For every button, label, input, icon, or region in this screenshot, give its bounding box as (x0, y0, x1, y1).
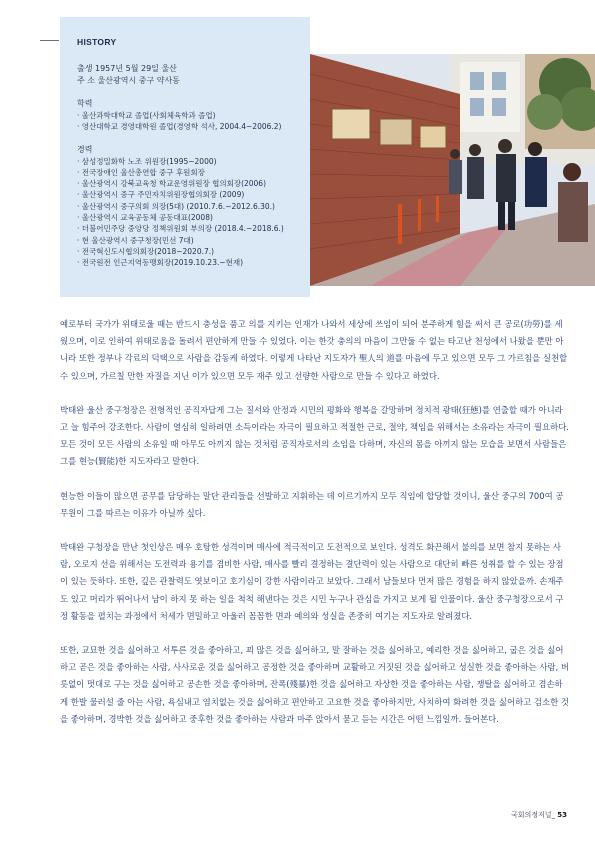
article-body (60, 316, 570, 728)
photo-illustration (310, 54, 595, 286)
career-item: · 울산광역시 강북교육청 학교운영위원장 협의회장(2006) (77, 179, 267, 189)
history-address: 주 소 울산광역시 중구 약사동 (77, 76, 180, 85)
career-item: · 전국혁신도시협의회장(2018~2020.7.) (77, 246, 215, 256)
article-paragraph: 예로부터 국가가 위태로울 때는 반드시 충성을 품고 의를 지키는 인재가 나와서 세상에 쓰임이 되어 분주하게 힘을 써서 큰 공로(功勞)를 세웠으며, 이로 인하여 위태로움을 돌려서 편안하게 만들 수 있었다. 이는 한갓 충의의 마음이 그만둘 수 없는 타고난 천성에서 나왔을 뿐만 아니라 또한 정부나 각료의 덕택으로 사람을 감동케 하였다. 이렇게 나타난 지도자가 聖人의 道를 마음에 두고 있으면 모두 그 가르침을 실천할 수 있으며, 가르칠 만한 자질을 지닌 이가 있으면 모두 재주 있고 선량한 사람으로 만들 수 있다고 하였다. (60, 319, 568, 381)
career-item: · 삼성정밀화학 노조 위원장(1995~2000) (77, 156, 217, 166)
career-item: · 울산광역시 중구 주민자치위원장협의회장 (2009) (77, 190, 245, 200)
history-title: HISTORY (77, 37, 117, 47)
page-number: 53 (557, 811, 567, 819)
career-item: · 현 울산광역시 중구청장(민선 7대) (77, 235, 194, 245)
top-rule (40, 40, 59, 41)
article-paragraph: 현능한 이들이 많으면 공무를 담당하는 말단 관리들을 선발하고 지휘하는 데 이르기까지 모두 직임에 합당할 것이니, 울산 중구의 700여 공무원이 그를 따르는 이유가 아닐까 싶다. (60, 490, 564, 518)
career-item: · 울산광역시 교육공동체 공동대표(2008) (77, 213, 213, 223)
article-paragraph: 또한, 교묘한 것을 싫어하고 서투른 것을 좋아하고, 꾀 많은 것을 싫어하고, 말 잘하는 것을 싫어하고, 예리한 것을 싫어하고, 굽은 것을 싫어하고 곧은 것을 좋아하는 사람, 사사로운 것을 싫어하고 공정한 것을 좋아하며 교활하고 거짓된 것을 싫어하고 성실한 것을 좋아하는 사람, 버릇없이 멋대로 구는 것을 싫어하고 공손한 것을 좋아하며, 잔폭(殘暴)한 것을 싫어하고 자상한 것을 좋아하는 사람, 쟁탈을 싫어하고 겸손하게 한발 물러설 줄 아는 사람, 욕심내고 염치없는 것을 싫어하고 편안하고 고요한 것을 좋아하지만, 사치하여 화려한 것을 싫어하고 검소한 것을 좋아하며, 경박한 것을 싫어하고 중후한 것을 좋아하는 사람과 마주 앉아서 묻고 듣는 시간은 어떤 느낌일까. 들어본다. (60, 645, 569, 724)
article-paragraph: 박태완 구청장을 만난 첫인상은 매우 호탕한 성격이며 매사에 적극적이고 도전적으로 보인다. 성격도 화끈해서 불의를 보면 참지 못하는 사람, 오로지 선을 위해서는 도전력과 용기를 겸비한 사람, 매사를 빨리 결정하는 결단력이 있는 사람으로 대단히 빠른 성취를 할 수 있는 장점이 있는 듯하다. 또한, 깊은 관찰력도 엿보이고 호기심이 강한 사람이라고 보았다. 그래서 남들보다 먼저 많은 경험을 하지 않았을까. 손재주도 있고 머리가 뛰어나서 남이 하지 못 하는 일을 척척 해낸다는 것은 시민 누구나 관심을 가지고 보게 될 인물이다. 울산 중구청장으로서 구정 활동을 펼치는 과정에서 처세가 면밀하고 아울러 꼼꼼한 면과 예의와 성실을 존중히 여기는 지도자로 알려졌다. (60, 542, 564, 621)
career-item: · 전국원전 인근지역동맹회장(2019.10.23.~현재) (77, 258, 244, 268)
career-item: · 전국장애인 울산총연합 중구 후원회장 (77, 167, 205, 177)
page-footer (511, 810, 567, 820)
street-inspection-photo (310, 54, 595, 286)
education-heading: 학력 (77, 99, 93, 108)
magazine-name: 국회의정저널_ (510, 811, 556, 819)
career-heading: 경력 (77, 144, 93, 154)
education-item: · 울산과학대학교 졸업(사회체육학과 졸업) (77, 111, 216, 120)
career-item: · 울산광역시 중구의회 의장(5대) (2010.7.6.~2012.6.30.) (77, 201, 275, 211)
career-item: · 더불어민주당 중앙당 정책위원회 부의장 (2018.4.~2018.6.) (77, 224, 284, 234)
history-birth: 출생 1957년 5월 29일 울산 (77, 64, 177, 73)
history-box (60, 17, 310, 297)
education-item: · 영산대학교 경영대학원 졸업(경영학 석사, 2004.4~2006.2) (77, 122, 282, 132)
article-paragraph: 박태완 울산 중구청장은 전형적인 공직자답게 그는 질서와 안정과 시민의 평화와 행복을 갈망하며 정치적 광태(狂態)를 연출할 때가 아니라고 늘 힘주어 강조한다. 사람이 열심히 일하려면 소득이라는 자극이 필요하고 적절한 근로, 절약, 책임을 위해서는 소유라는 자극이 필요하다. 모든 것이 모든 사람의 소유일 때 아무도 아끼지 않는 것처럼 공직자로서의 소임을 다하며, 자신의 몸을 아끼지 않는 모습을 보면서 사람들은 그를 현능(賢能)한 지도자라고 말한다. (60, 404, 569, 467)
